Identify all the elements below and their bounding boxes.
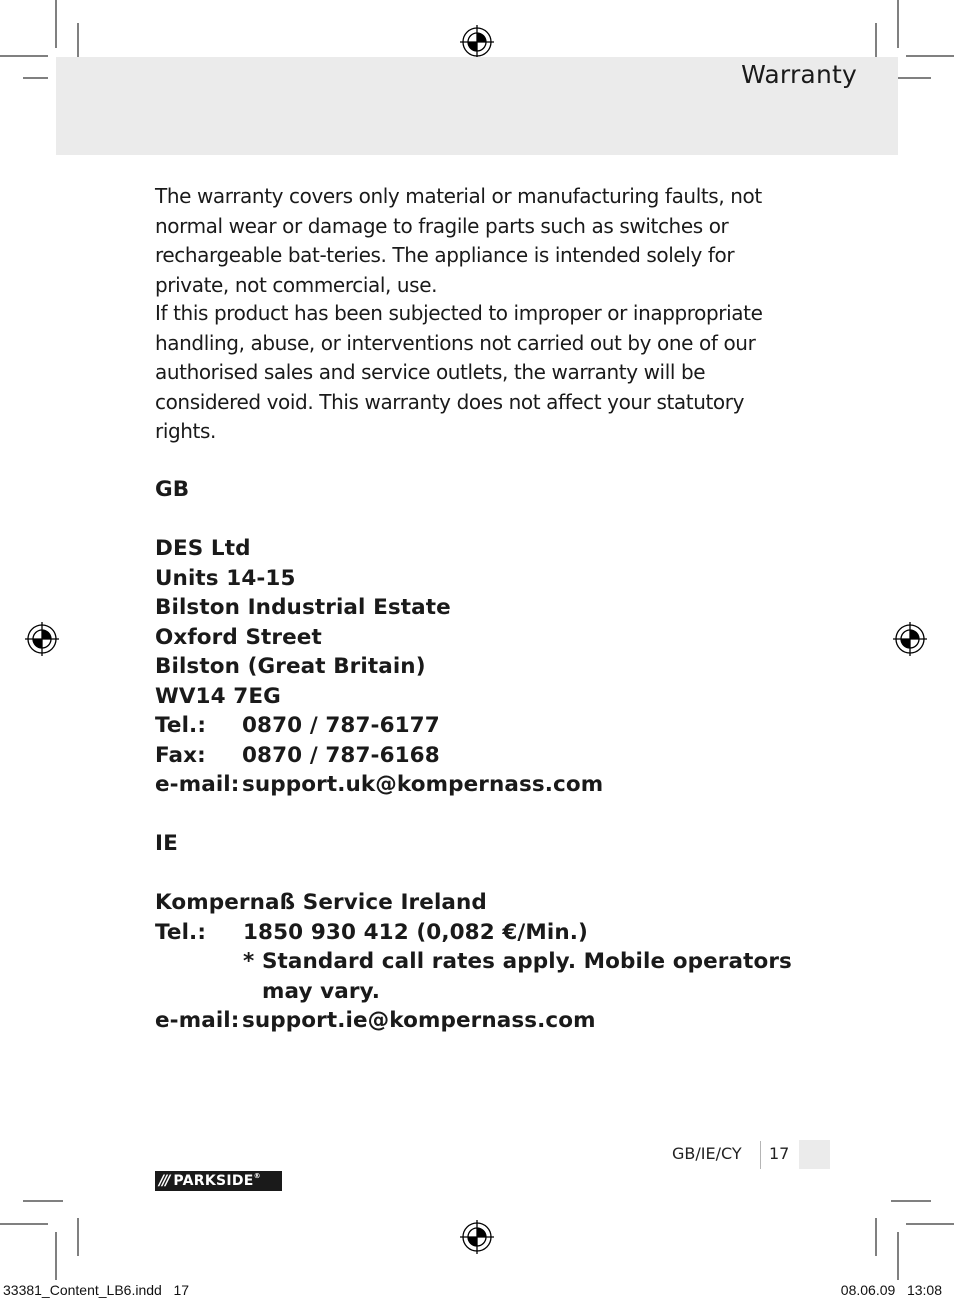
registration-mark-right: [893, 622, 927, 656]
ie-call-rate-note: [155, 947, 835, 977]
gb-email-row: [155, 770, 835, 800]
warranty-paragraph-1: The warranty covers only material or manufacturing faults, not normal wear or damage to fragile parts such as switches or rechargeable bat-teries. The appliance is intended solely for private, not commercial, use.: [155, 184, 762, 297]
gb-address-line: Oxford Street: [155, 624, 322, 650]
footer-tab-box: [799, 1140, 830, 1169]
ie-email-label: e-mail:: [155, 1008, 240, 1033]
logo-registered-mark: ®: [253, 1172, 261, 1180]
service-addresses: [155, 475, 835, 1036]
ie-note-line-1: Standard call rates apply. Mobile operators: [261, 949, 792, 974]
gb-fax-label: Fax:: [155, 742, 206, 768]
ie-email-value: support.ie@kompernass.com: [242, 1008, 596, 1033]
ie-company-name: Kompernaß Service Ireland: [155, 890, 487, 915]
warranty-paragraph-2: If this product has been subjected to improper or inappropriate handling, abuse, or interventions not carried out by one of our authorised sales and service outlets, the warranty will be considered void. This warranty does not affect your statutory rights.: [155, 301, 763, 443]
gb-company-name: DES Ltd: [155, 536, 251, 561]
logo-brand-text: PARKSIDE: [173, 1173, 254, 1189]
footnote-asterisk: *: [243, 949, 255, 974]
page-title: Warranty: [741, 60, 857, 89]
ie-email-row: [155, 1006, 835, 1036]
gb-fax-value: 0870 / 787-6168: [242, 742, 440, 768]
gb-country-heading: GB: [155, 477, 190, 502]
ie-tel-row: [155, 918, 835, 948]
gb-address-line: Bilston (Great Britain): [155, 654, 426, 679]
gb-address-line: WV14 7EG: [155, 683, 281, 709]
gb-tel-row: [155, 711, 835, 741]
footer-divider: [760, 1141, 761, 1169]
gb-email-value: support.uk@kompernass.com: [242, 772, 604, 797]
ie-country-heading: IE: [155, 831, 178, 856]
footer-country-codes: GB/IE/CY: [672, 1144, 742, 1163]
print-slug-filename: 33381_Content_LB6.indd 17: [3, 1282, 190, 1298]
page-number: 17: [769, 1144, 790, 1163]
ie-note-line-2: may vary.: [262, 978, 380, 1004]
logo-slashes: ///: [159, 1173, 169, 1189]
ie-tel-label: Tel.:: [155, 919, 207, 945]
print-slug-timestamp: 08.06.09 13:08: [840, 1282, 942, 1298]
parkside-logo: [155, 1171, 282, 1191]
gb-fax-row: [155, 741, 835, 771]
ie-tel-value: 1850 930 412 (0,082 €/Min.): [243, 919, 588, 945]
registration-mark-top: [460, 25, 494, 59]
registration-mark-left: [25, 622, 59, 656]
gb-tel-value: 0870 / 787-6177: [242, 713, 440, 738]
registration-mark-bottom: [460, 1220, 494, 1254]
gb-address-line: Bilston Industrial Estate: [155, 595, 451, 620]
gb-address-line: Units 14-15: [155, 565, 296, 591]
gb-tel-label: Tel.:: [155, 713, 207, 738]
gb-email-label: e-mail:: [155, 772, 240, 797]
